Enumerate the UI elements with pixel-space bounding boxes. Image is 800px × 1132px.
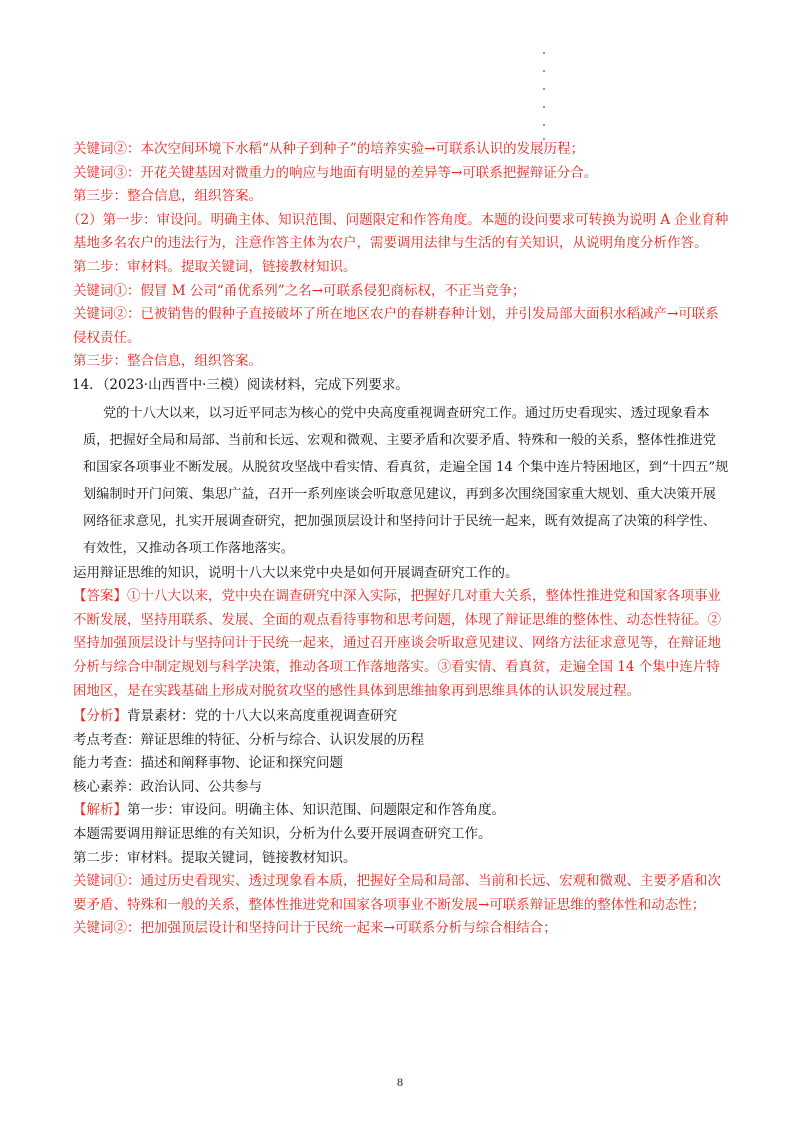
question-source: （2023·山西晋中·三模） <box>102 376 247 393</box>
document-body <box>67 138 729 941</box>
analysis-item: 核心素养：政治认同、公共参与 <box>73 778 262 795</box>
explain-text: 第一步：审设问。明确主体、知识范围、问题限定和作答角度。 <box>127 802 505 819</box>
page-number: 8 <box>397 1075 403 1089</box>
part-2-step-2: 第二步：审材料。提取关键词，链接教材知识。 <box>73 258 357 275</box>
part-2-step-3: 第三步：整合信息，组织答案。 <box>73 353 262 370</box>
question-number: 14． <box>72 376 103 393</box>
answer-block <box>73 585 729 703</box>
analysis-text: 背景素材：党的十八大以来高度重视调查研究 <box>127 708 397 725</box>
part-2-keyword-2: 关键词②：已被销售的假种子直接破坏了所在地区农户的春耕春种计划，并引发局部大面积水稻减产→可联系侵权责任。 <box>73 306 719 346</box>
answer-tag: 【答案】 <box>73 588 127 605</box>
explain-line-3: 第二步：审材料。提取关键词，链接教材知识。 <box>73 849 357 866</box>
question-instruction: 阅读材料，完成下列要求。 <box>246 376 409 393</box>
part-2-step-1: （2）第一步：审设问。明确主体、知识范围、问题限定和作答角度。本题的设问要求可转换为说明 A 企业育种基地多名农户的违法行为，注意作答主体为农户，需要调用法律与生活的有关知识，从说明角度分析作答。 <box>67 211 729 252</box>
part-2-keyword-1: 关键词①：假冒 M 公司“甬优系列”之名→可联系侵犯商标权，不正当竞争； <box>73 282 526 299</box>
analysis-item: 能力考查：描述和阐释事物、论证和探究问题 <box>73 755 343 772</box>
explain-keyword-2: 关键词②：把加强顶层设计和坚持问计于民统一起来→可联系分析与综合相结合； <box>73 920 557 937</box>
analysis-header <box>73 705 729 729</box>
explain-tag: 【解析】 <box>73 802 127 819</box>
keyword-3-line: 关键词③：开花关键基因对微重力的响应与地面有明显的差异等→可联系把握辩证分合。 <box>73 164 598 181</box>
step-3-line: 第三步：整合信息，组织答案。 <box>73 188 262 205</box>
question-material: 党的十八大以来，以习近平同志为核心的党中央高度重视调查研究工作。通过历史看现实、透过现象看本质，把握好全局和局部、当前和长远、宏观和微观、主要矛盾和次要矛盾、特殊和一般的关系，整体性推进党和国家各项事业不断发展。从脱贫攻坚战中看实情、看真贫，走遍全国 14 个集中连片特困地区，到“十四五”规划编制时开门问策、集思广益，召开一系列座谈会听取意见建议，再到多次围绕国家重大规划、重大决策开展网络征求意见，扎实开展调查研究，把加强顶层设计和坚持问计于民统一起来，既有效提高了决策的科学性、有效性，又推动各项工作落地落实。 <box>83 405 729 556</box>
question-14-header <box>72 374 729 398</box>
keyword-2-line: 关键词②：本次空间环境下水稻“从种子到种子”的培养实验→可联系认识的发展历程； <box>73 141 585 157</box>
margin-dots <box>541 52 547 142</box>
answer-text: ①十八大以来，党中央在调查研究中深入实际，把握好几对重大关系，整体性推进党和国家各项事业不断发展，坚持用联系、发展、全面的观点看待事物和思考问题，体现了辩证思维的整体性、动态性特征。②坚持加强顶层设计与坚持问计于民统一起来，通过召开座谈会听取意见建议、网络方法征求意见等，在辩证地分析与综合中制定规划与科学决策，推动各项工作落地落实。③看实情、看真贫，走遍全国 14 个集中连片特困地区，是在实践基础上形成对脱贫攻坚的感性具体到思维抽象再到思维具体的认识发展过程。 <box>73 588 721 699</box>
analysis-tag: 【分析】 <box>73 708 127 725</box>
explain-keyword-1: 关键词①：通过历史看现实、透过现象看本质，把握好全局和局部、当前和长远、宏观和微观、主要矛盾和次要矛盾、特殊和一般的关系，整体性推进党和国家各项事业不断发展→可联系辩证思维的整体性和动态性； <box>73 873 721 913</box>
question-prompt: 运用辩证思维的知识，说明十八大以来党中央是如何开展调查研究工作的。 <box>73 564 519 581</box>
analysis-item: 考点考查：辩证思维的特征、分析与综合、认识发展的历程 <box>73 731 424 748</box>
explain-line-2: 本题需要调用辩证思维的有关知识，分析为什么要开展调查研究工作。 <box>73 826 492 843</box>
explain-header <box>73 799 729 823</box>
